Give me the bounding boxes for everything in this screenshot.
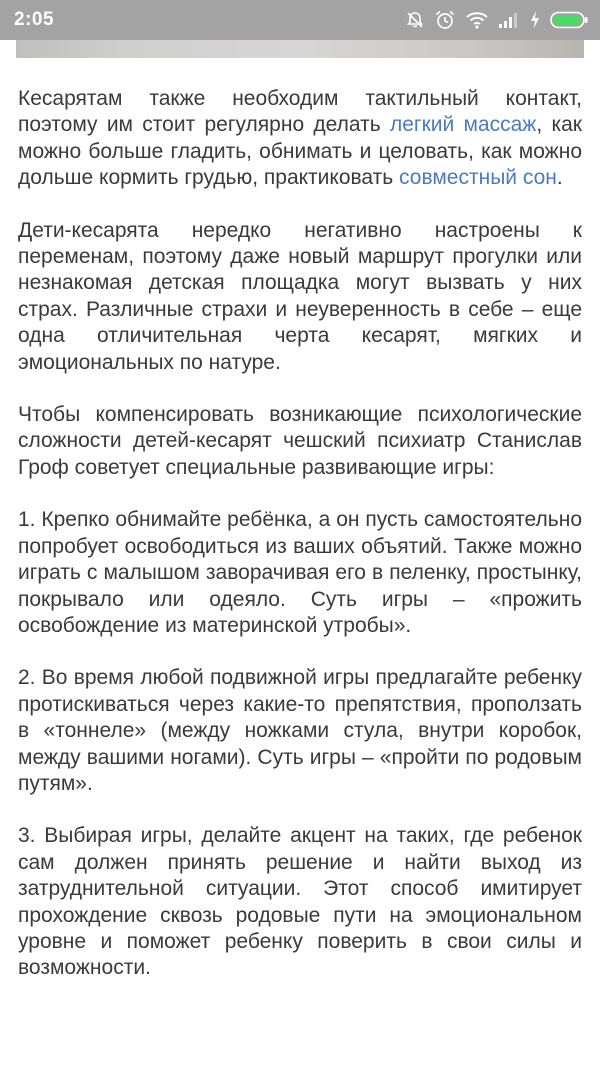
link-co-sleeping[interactable]: совместный сон <box>399 166 557 190</box>
paragraph-game-3: 3. Выбирая игры, делайте акцент на таких, где ребенок сам должен принять решение и найти выход из затруднительной ситуации. Этот способ имитирует прохождение сквозь родовые пути на эмоциональном уровне и поможет ребенку поверить в свои силы и возможности. <box>18 824 582 980</box>
paragraph-2: Дети-кесарята нередко негативно настроены к переменам, поэтому даже новый маршрут прогулки или незнакомая детская площадка могут вызвать у них страх. Различные страхи и неуверенность в себе – еще одна отличительная черта кесарят, мягких и эмоциональных по натуре. <box>18 218 582 374</box>
paragraph-game-2: 2. Во время любой подвижной игры предлагайте ребенку протискиваться через какие-то препятствия, проползать в «тоннеле» (между ножками стула, внутри коробок, между вашими ногами). Суть игры – «пройти по родовым путям». <box>18 666 582 795</box>
alarm-icon <box>434 9 456 31</box>
article-body <box>18 86 582 1008</box>
status-icons <box>405 9 588 31</box>
battery-level <box>554 15 582 25</box>
wifi-icon <box>465 10 489 30</box>
signal-icon <box>498 11 520 29</box>
paragraph-3: Чтобы компенсировать возникающие психологические сложности детей-кесарят чешский психиатр Станислав Гроф советует специальные развивающие игры: <box>18 403 582 479</box>
battery-icon <box>550 11 588 29</box>
status-time: 2:05 <box>14 9 55 30</box>
paragraph-1: Кесарятам также необходим тактильный контакт, поэтому им стоит регулярно делать легкий массаж, как можно больше гладить, обнимать и целовать, как можно дольше кормить грудью, практиковать совместный сон. <box>18 87 582 190</box>
paragraph-game-1: 1. Крепко обнимайте ребёнка, а он пусть самостоятельно попробует освободиться из ваших объятий. Также можно играть с малышом заворачивая его в пеленку, простынку, покрывало или одеяло. Суть игры – «прожить освобождение из материнской утробы». <box>18 508 582 637</box>
charging-icon <box>529 10 541 30</box>
status-bar <box>0 0 600 40</box>
link-light-massage[interactable]: легкий массаж <box>389 113 537 137</box>
article-image <box>16 40 584 58</box>
mute-icon <box>405 10 425 30</box>
